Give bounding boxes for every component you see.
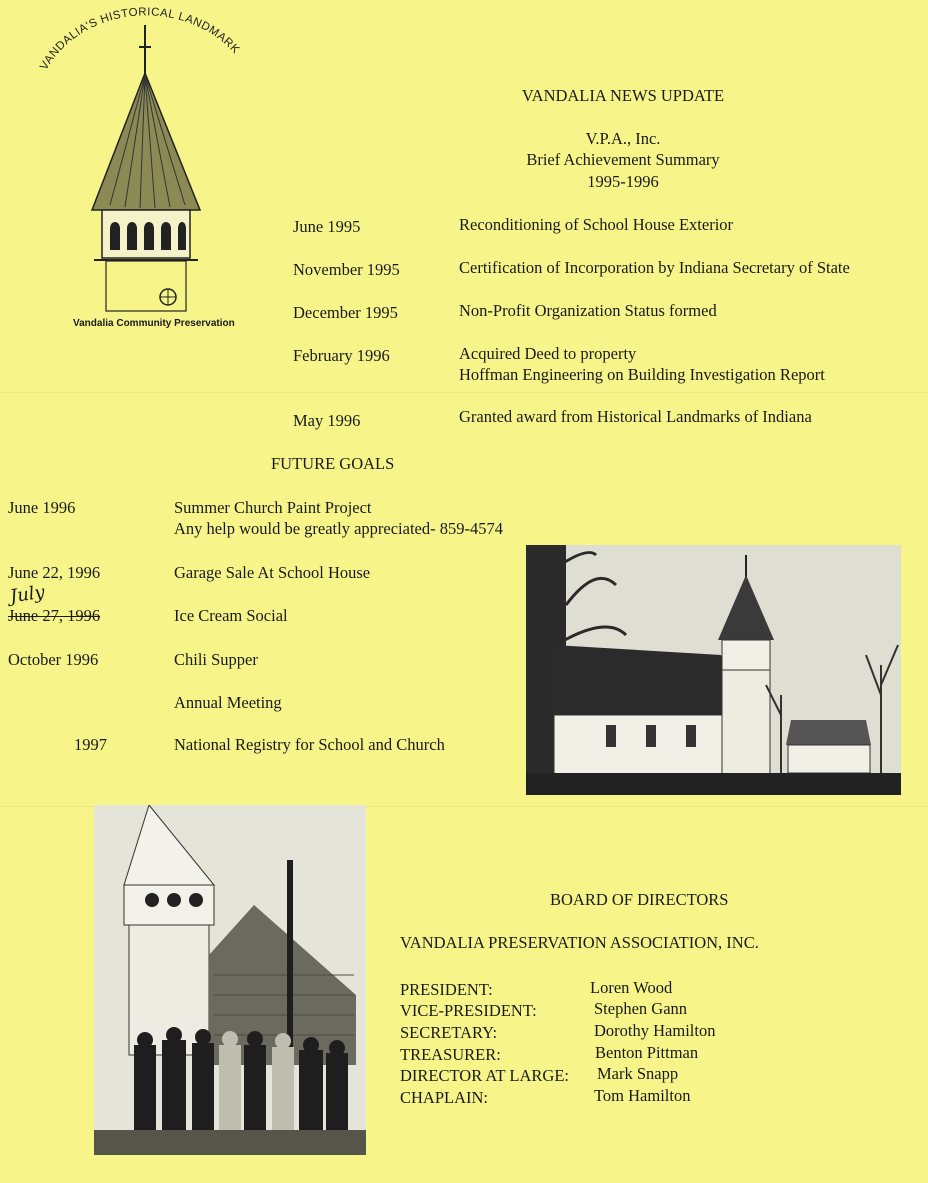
goal-text: Any help would be greatly appreciated- 859-4574 xyxy=(174,519,503,538)
board-role: CHAPLAIN: xyxy=(400,1088,489,1107)
logo xyxy=(30,5,270,335)
logo-arc-text: VANDALIA'S HISTORICAL LANDMARK xyxy=(38,6,242,73)
goal-date: June 1996 xyxy=(8,498,76,517)
goal-text: Chili Supper xyxy=(174,650,258,669)
board-member-name: Mark Snapp xyxy=(597,1064,679,1083)
achievement-text: Hoffman Engineering on Building Investigation Report xyxy=(459,365,825,384)
board-member-name: Dorothy Hamilton xyxy=(594,1021,716,1040)
board-member-name: Tom Hamilton xyxy=(594,1086,691,1105)
achievement-date: November 1995 xyxy=(293,260,400,279)
board-heading: BOARD OF DIRECTORS xyxy=(550,890,729,909)
board-member-name: Benton Pittman xyxy=(595,1043,699,1062)
goal-date: June 22, 1996 xyxy=(8,563,101,582)
achievement-date: December 1995 xyxy=(293,303,398,322)
goal-date: October 1996 xyxy=(8,650,99,669)
goal-text: Ice Cream Social xyxy=(174,606,288,625)
achievement-date: February 1996 xyxy=(293,346,390,365)
church-photo xyxy=(526,545,901,795)
logo-caption: Vandalia Community Preservation xyxy=(73,318,235,329)
newsletter-title: VANDALIA NEWS UPDATE xyxy=(521,86,725,105)
church-steeple-illustration xyxy=(30,5,270,325)
board-role: VICE-PRESIDENT: xyxy=(400,1001,537,1020)
goal-text: Summer Church Paint Project xyxy=(174,498,372,517)
achievement-text: Reconditioning of School House Exterior xyxy=(459,215,734,234)
goal-text: National Registry for School and Church xyxy=(174,735,445,754)
goal-date: 1997 xyxy=(74,735,107,754)
org-name: V.P.A., Inc. xyxy=(585,129,661,148)
achievement-text: Acquired Deed to property xyxy=(459,344,637,363)
svg-text:VANDALIA'S HISTORICAL LANDMARK xyxy=(38,6,241,72)
board-org-name: VANDALIA PRESERVATION ASSOCIATION, INC. xyxy=(400,933,759,952)
future-goals-heading: FUTURE GOALS xyxy=(271,454,395,473)
board-members-photo xyxy=(94,805,366,1155)
board-role: DIRECTOR AT LARGE: xyxy=(400,1066,569,1085)
achievement-text: Granted award from Historical Landmarks of Indiana xyxy=(459,407,812,426)
goal-text: Garage Sale At School House xyxy=(174,563,371,582)
goal-date: June 27, 1996 xyxy=(8,606,101,625)
achievement-text: Certification of Incorporation by Indiana Secretary of State xyxy=(459,258,850,277)
board-member-name: Loren Wood xyxy=(590,978,673,997)
achievement-date: May 1996 xyxy=(293,411,361,430)
board-member-name: Stephen Gann xyxy=(594,999,688,1018)
board-role: TREASURER: xyxy=(400,1045,501,1064)
achievement-text: Non-Profit Organization Status formed xyxy=(459,301,717,320)
summary-years: 1995-1996 xyxy=(587,172,659,191)
board-role: SECRETARY: xyxy=(400,1023,498,1042)
board-role: PRESIDENT: xyxy=(400,980,493,999)
summary-subtitle: Brief Achievement Summary xyxy=(526,150,720,169)
handwritten-correction: July xyxy=(8,581,47,608)
goal-text: Annual Meeting xyxy=(174,693,282,712)
achievement-date: June 1995 xyxy=(293,217,361,236)
